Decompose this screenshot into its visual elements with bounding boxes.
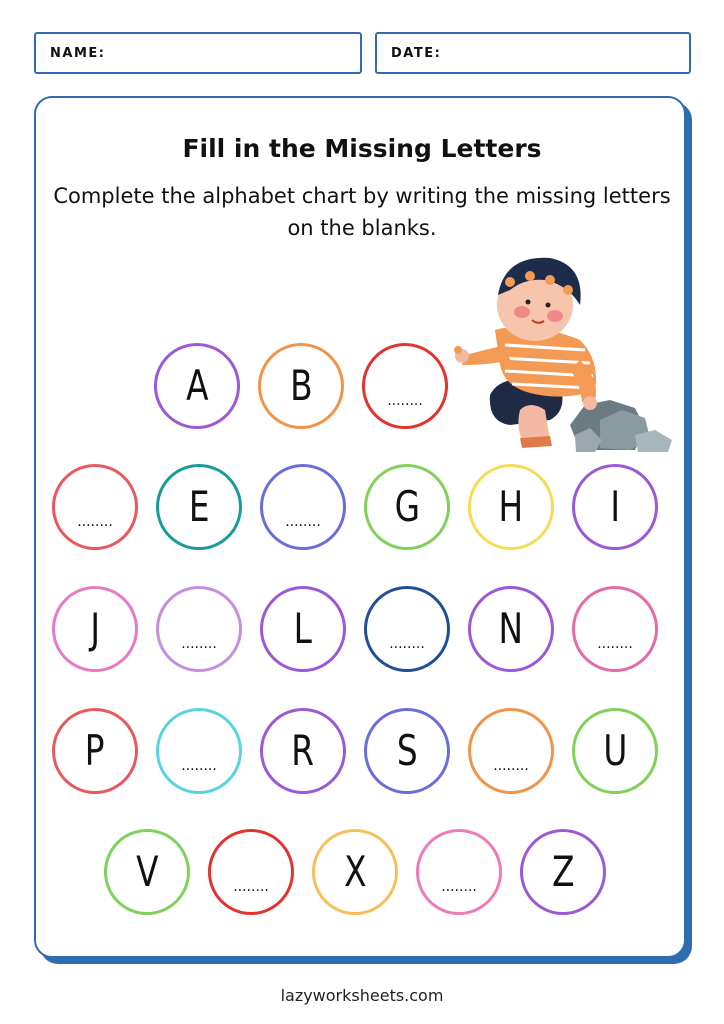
letter-bubble: [258, 343, 344, 429]
blank-line: ........: [285, 514, 321, 530]
letter-bubble: [364, 708, 450, 794]
letter-bubble: [364, 464, 450, 550]
blank-line: ........: [181, 636, 217, 652]
letter-text: L: [293, 604, 313, 653]
letter-bubble: [572, 708, 658, 794]
letter-text: A: [185, 361, 209, 410]
letter-bubble: [154, 343, 240, 429]
letter-text: N: [498, 604, 524, 653]
blank-line: ........: [181, 758, 217, 774]
date-label: DATE:: [391, 45, 442, 61]
letter-text: G: [394, 482, 420, 531]
blank-bubble[interactable]: [572, 586, 658, 672]
blank-line: ........: [597, 636, 633, 652]
letter-bubble: [156, 464, 242, 550]
letter-text: I: [610, 482, 620, 531]
blank-bubble[interactable]: [260, 464, 346, 550]
blank-bubble[interactable]: [156, 708, 242, 794]
kid-illustration: [450, 250, 680, 455]
blank-bubble[interactable]: [208, 829, 294, 915]
letter-text: B: [289, 361, 313, 410]
letter-bubble: [468, 586, 554, 672]
date-field[interactable]: [375, 32, 691, 74]
letter-text: S: [396, 726, 418, 775]
letter-text: P: [85, 726, 105, 775]
blank-bubble[interactable]: [468, 708, 554, 794]
worksheet-title: Fill in the Missing Letters: [182, 134, 542, 163]
blank-line: ........: [493, 758, 529, 774]
blank-bubble[interactable]: [156, 586, 242, 672]
blank-bubble[interactable]: [52, 464, 138, 550]
letter-bubble: [312, 829, 398, 915]
letter-bubble: [104, 829, 190, 915]
letter-text: X: [343, 847, 367, 896]
letter-bubble: [572, 464, 658, 550]
blank-line: ........: [441, 879, 477, 895]
name-label: NAME:: [50, 45, 106, 61]
letter-bubble: [520, 829, 606, 915]
letter-bubble: [52, 586, 138, 672]
letter-text: V: [135, 847, 159, 896]
blank-line: ........: [233, 879, 269, 895]
letter-text: H: [498, 482, 524, 531]
footer-url: lazyworksheets.com: [280, 986, 444, 1005]
letter-bubble: [260, 586, 346, 672]
blank-line: ........: [389, 636, 425, 652]
blank-bubble[interactable]: [364, 586, 450, 672]
blank-bubble[interactable]: [416, 829, 502, 915]
letter-text: J: [90, 604, 100, 653]
name-field[interactable]: [34, 32, 362, 74]
blank-line: ........: [387, 393, 423, 409]
letter-bubble: [260, 708, 346, 794]
letter-bubble: [468, 464, 554, 550]
letter-text: E: [188, 482, 210, 531]
letter-text: Z: [551, 847, 575, 896]
letter-bubble: [52, 708, 138, 794]
blank-line: ........: [77, 514, 113, 530]
letter-text: U: [603, 726, 627, 775]
blank-bubble[interactable]: [362, 343, 448, 429]
letter-text: R: [291, 726, 315, 775]
instructions: Complete the alphabet chart by writing the missing letters on the blanks.: [53, 184, 671, 240]
